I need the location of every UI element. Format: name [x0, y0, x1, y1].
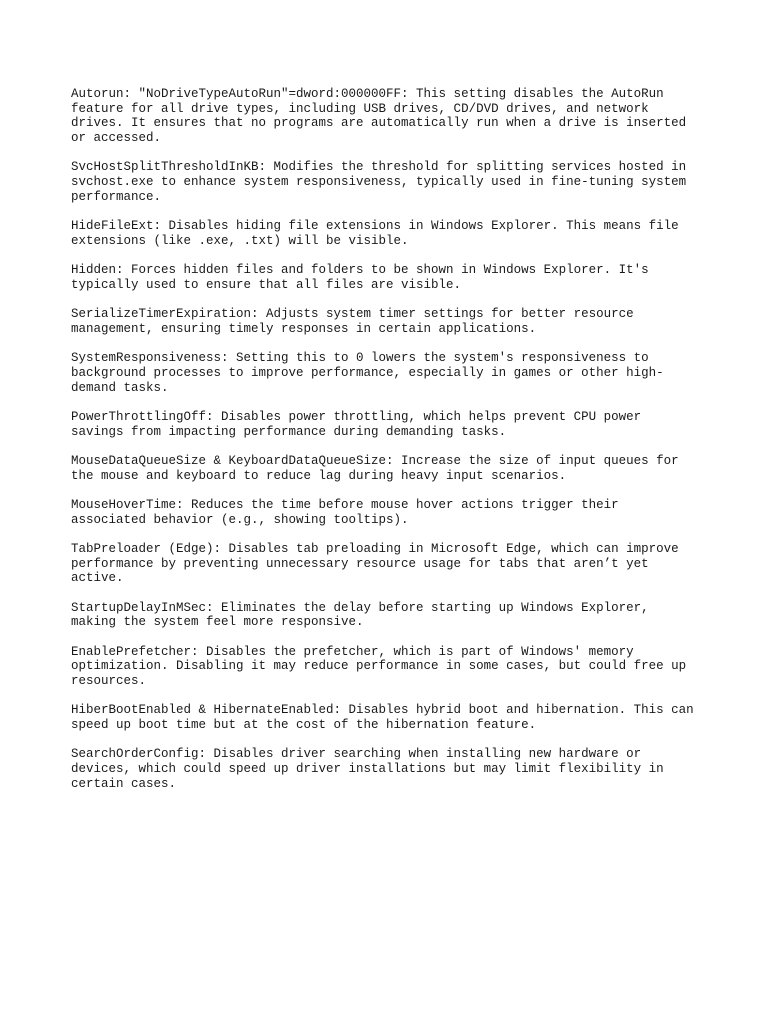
paragraph-search-order-config: SearchOrderConfig: Disables driver searching when installing new hardware or devices, which could speed up driver installations but may limit flexibility in certain cases. [71, 747, 664, 791]
paragraph-power-throttling-off: PowerThrottlingOff: Disables power throttling, which helps prevent CPU power savings from impacting performance during demanding tasks. [71, 409, 642, 439]
paragraph-enable-prefetcher: EnablePrefetcher: Disables the prefetcher, which is part of Windows' memory optimization. Disabling it may reduce performance in some cases, but could free up resources. [71, 644, 687, 688]
paragraph-autorun: Autorun: "NoDriveTypeAutoRun"=dword:000000FF: This setting disables the AutoRun feature for all drive types, including USB drives, CD/DVD drives, and network drives. It ensures that no programs are automatically run when a drive is inserted or accessed. [71, 87, 687, 146]
paragraph-mouse-hover-time: MouseHoverTime: Reduces the time before mouse hover actions trigger their associated behavior (e.g., showing tooltips). [71, 497, 619, 527]
paragraph-system-responsiveness: SystemResponsiveness: Setting this to 0 lowers the system's responsiveness to background processes to improve performance, especially in games or other high- demand tasks. [71, 351, 664, 395]
document-body [71, 87, 711, 806]
paragraph-tab-preloader: TabPreloader (Edge): Disables tab preloading in Microsoft Edge, which can improve performance by preventing unnecessary resource usage for tabs that aren’t yet active. [71, 541, 679, 586]
paragraph-startup-delay: StartupDelayInMSec: Eliminates the delay before starting up Windows Explorer, making the system feel more responsive. [71, 600, 649, 630]
paragraph-hiberboot: HiberBootEnabled & HibernateEnabled: Disables hybrid boot and hibernation. This can speed up boot time but at the cost of the hibernation feature. [71, 703, 694, 732]
paragraph-svchost-split-threshold: SvcHostSplitThresholdInKB: Modifies the threshold for splitting services hosted in svchost.exe to enhance system responsiveness, typically used in fine-tuning system performance. [71, 160, 687, 204]
paragraph-hide-file-ext: HideFileExt: Disables hiding file extensions in Windows Explorer. This means file extensions (like .exe, .txt) will be visible. [71, 219, 679, 248]
paragraph-serialize-timer-expiration: SerializeTimerExpiration: Adjusts system timer settings for better resource management, ensuring timely responses in certain applications. [71, 307, 634, 336]
paragraph-hidden: Hidden: Forces hidden files and folders to be shown in Windows Explorer. It's typically used to ensure that all files are visible. [71, 263, 649, 292]
paragraph-input-queue-size: MouseDataQueueSize & KeyboardDataQueueSize: Increase the size of input queues for the mouse and keyboard to reduce lag during heavy input scenarios. [71, 453, 679, 483]
